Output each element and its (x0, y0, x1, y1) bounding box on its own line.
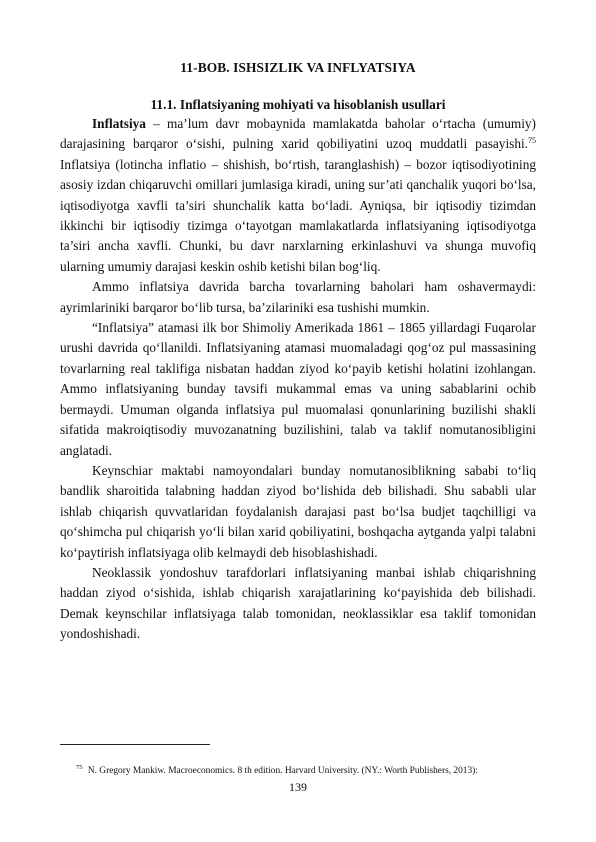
defined-term: Inflatsiya (92, 116, 146, 131)
footnote-divider (60, 744, 210, 745)
section-title: 11.1. Inflatsiyaning mohiyati va hisoblanish usullari (150, 97, 446, 112)
chapter-title: 11-BOB. ISHSIZLIK VA INFLYATSIYA (180, 60, 416, 75)
paragraph: “Inflatsiya” atamasi ilk bor Shimoliy Amerikada 1861 – 1865 yillardagi Fuqarolar urushi davrida qo‘llanildi. Inflatsiyaning atamasi muomaladagi qog‘oz pul massasining tovarlarning real taklifiga nisbatan haddan ziyod ko‘payib ketishi holatini izohlangan. Ammo inflatsiyaning bunday tavsifi mukammal emas va uning sabablarini ochib bermaydi. Umuman olganda inflatsiya pul muomalasi qonunlarining buzilishi shakli sifatida makroiqtisodiy muvozanatning buzilishini, talab va taklif nomutanosibligini anglatadi. (60, 320, 536, 458)
paragraph-text: – ma’lum davr mobaynida mamlakatda baholar o‘rtacha (umumiy) darajasining barqaror o‘sishi, pulning xarid qobiliyatini uzoq muddatli pasayishi. (60, 116, 536, 152)
paragraph-text: Inflatsiya (lotincha inflatio – shishish, bo‘rtish, taranglashish) – bozor iqtisodiyotining asosiy izdan chiqaruvchi omillari jumlasiga kiradi, uning sur’ati qanchalik yuqori bo‘lsa, iqtisodiyotga xavfli ta’siri shunchalik katta bo‘ladi. Ayniqsa, bir iqtisodiy tizimdan ikkinchi bir iqtisodiy tizimga o‘tayotgan mamlakatlarda inflatsiyaning iqtisodiyotga ta’siri ancha xavfli. Chunki, bu davr narxlarning erkinlashuvi va shunga muvofiq ularning umumiy darajasi keskin oshib ketishi bilan bog‘liq. (60, 156, 536, 274)
paragraph: Ammo inflatsiya davrida barcha tovarlarning baholari ham oshavermaydi: ayrimlariniki barqaror bo‘lib tursa, ba’zilariniki esa tushishi mumkin. (60, 279, 536, 315)
footnote-text: N. Gregory Mankiw. Macroeconomics. 8 th edition. Harvard University. (NY.: Worth Publishers, 2013): (85, 766, 478, 776)
paragraph: Keynschiar maktabi namoyondalari bunday nomutanosiblikning sababi to‘liq bandlik sharoitida talabning haddan ziyod bo‘lishida deb bilishadi. Shu sababli ular ishlab chiqarish quvvatlaridan foydalanish darajasi past bo‘lsa budjet taqchilligi va qo‘shimcha pul chiqarish yo‘li bilan xarid qobiliyatini, boshqacha aytganda yalpi talabni ko‘paytirish inflatsiyaga olib kelmaydi deb hisoblashishadi. (60, 462, 536, 560)
footnote-reference[interactable]: 75 (528, 136, 536, 146)
page-number: 139 (289, 780, 307, 794)
paragraph (60, 114, 536, 277)
footnote-marker: 75 (76, 764, 83, 771)
body-text (60, 114, 536, 645)
paragraph: Neoklassik yondoshuv tarafdorlari inflatsiyaning manbai ishlab chiqarishning haddan ziyod o‘sishida, ishlab chiqarish xarajatlarining ko‘payishida deb bilishadi. Demak keynschilar inflatsiyaga talab tomonidan, neoklassiklar esa taklif tomonidan yondoshishadi. (60, 564, 536, 642)
footnote (76, 765, 546, 777)
